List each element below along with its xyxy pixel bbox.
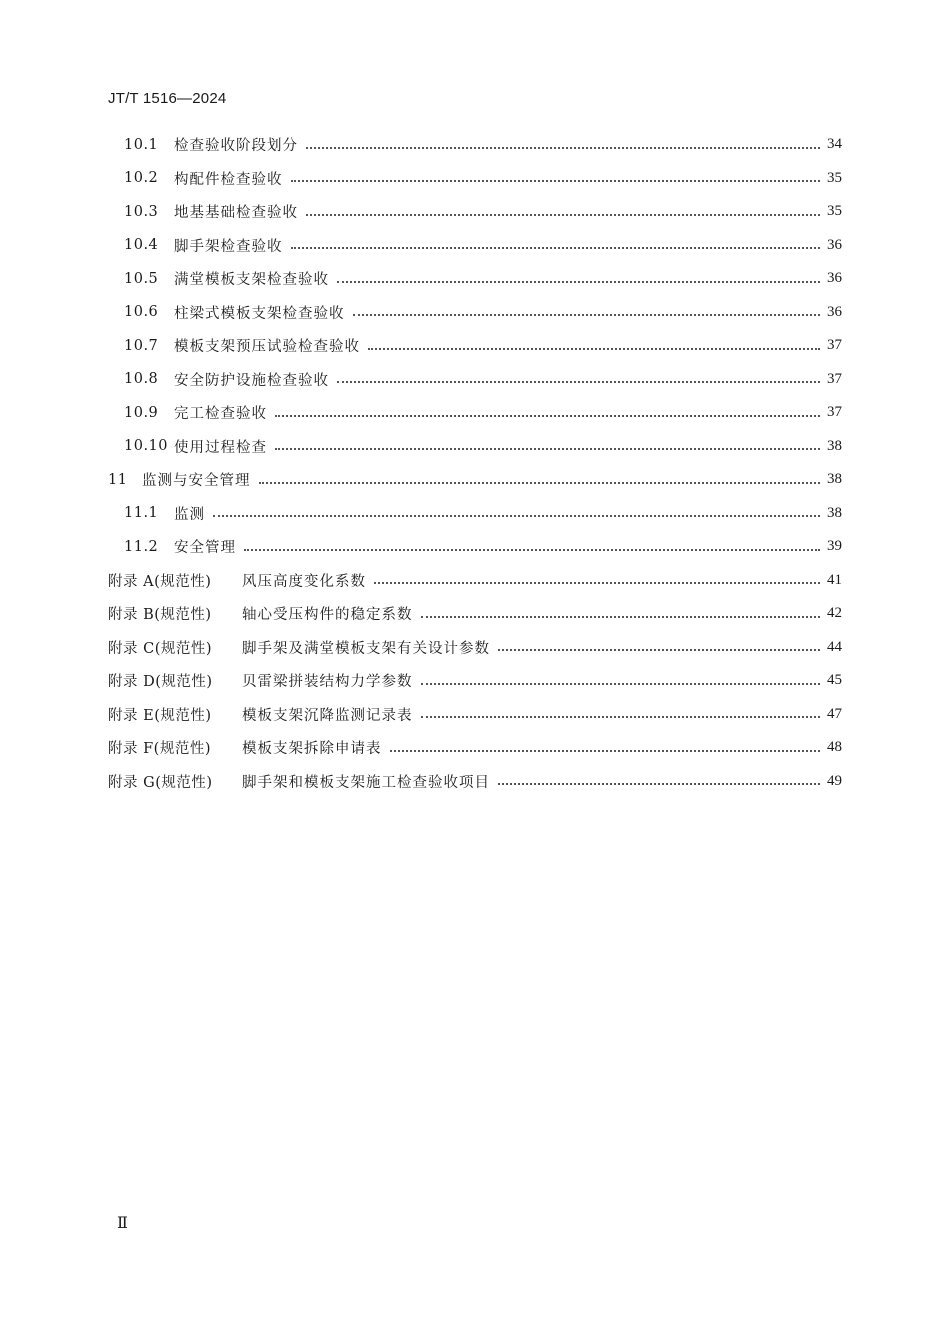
toc-entry-section[interactable]: [0, 329, 950, 363]
toc-entry-number: 10.1: [124, 136, 159, 153]
toc-entry-title: 模板支架沉降监测记录表: [242, 707, 413, 724]
dot-leader: [213, 515, 820, 517]
toc-entry-title: 检查验收阶段划分: [174, 138, 298, 155]
toc-entry-number: 附录 D(规范性): [108, 674, 213, 691]
toc-entry-number: 附录 G(规范性): [108, 774, 213, 791]
toc-entry-title: 构配件检查验收: [174, 171, 283, 188]
toc-entry-number: 10.8: [124, 371, 159, 388]
dot-leader: [275, 415, 820, 417]
toc-entry-appendix[interactable]: [0, 631, 950, 665]
toc-entry-page: 47: [827, 705, 842, 722]
toc-entry-section[interactable]: [0, 396, 950, 430]
toc-entry-number: 10.5: [124, 270, 159, 287]
toc-entry-section[interactable]: [0, 229, 950, 263]
toc-entry-number: 11: [108, 471, 128, 488]
toc-entry-title: 地基基础检查验收: [174, 205, 298, 222]
toc-entry-page: 37: [827, 370, 842, 387]
dot-leader: [275, 448, 820, 450]
toc-entry-title: 安全防护设施检查验收: [174, 372, 329, 389]
toc-entry-page: 36: [827, 303, 842, 320]
toc-entry-title: 脚手架和模板支架施工检查验收项目: [242, 774, 490, 791]
toc-entry-appendix[interactable]: [0, 731, 950, 765]
toc-entry-page: 38: [827, 504, 842, 521]
toc-entry-page: 35: [827, 169, 842, 186]
toc-entry-section[interactable]: [0, 363, 950, 397]
toc-entry-section[interactable]: [0, 128, 950, 162]
toc-entry-number: 11.1: [124, 505, 159, 522]
toc-entry-title: 满堂模板支架检查验收: [174, 272, 329, 289]
toc-entry-page: 39: [827, 538, 842, 555]
table-of-contents: [0, 128, 950, 798]
dot-leader: [291, 247, 821, 249]
toc-entry-number: 11.2: [124, 538, 159, 555]
toc-entry-title: 完工检查验收: [174, 406, 267, 423]
toc-entry-page: 45: [827, 672, 842, 689]
toc-entry-page: 37: [827, 404, 842, 421]
toc-entry-section[interactable]: [0, 195, 950, 229]
dot-leader: [337, 381, 820, 383]
toc-entry-page: 38: [827, 437, 842, 454]
page-number: Ⅱ: [117, 1215, 128, 1232]
toc-entry-section[interactable]: [0, 530, 950, 564]
toc-entry-title: 监测与安全管理: [142, 473, 251, 490]
dot-leader: [337, 281, 820, 283]
toc-entry-appendix[interactable]: [0, 597, 950, 631]
dot-leader: [390, 750, 821, 752]
toc-entry-title: 模板支架预压试验检查验收: [174, 339, 360, 356]
toc-entry-number: 附录 F(规范性): [108, 741, 211, 758]
toc-entry-title: 脚手架检查验收: [174, 238, 283, 255]
dot-leader: [498, 649, 820, 651]
dot-leader: [244, 549, 820, 551]
toc-entry-number: 10.9: [124, 404, 159, 421]
toc-entry-section[interactable]: [0, 296, 950, 330]
toc-entry-page: 38: [827, 471, 842, 488]
toc-entry-appendix[interactable]: [0, 564, 950, 598]
toc-entry-number: 10.10: [124, 438, 169, 455]
toc-entry-number: 附录 C(规范性): [108, 640, 213, 657]
dot-leader: [421, 716, 821, 718]
dot-leader: [368, 348, 820, 350]
toc-entry-title: 贝雷梁拼装结构力学参数: [242, 674, 413, 691]
dot-leader: [498, 783, 820, 785]
toc-entry-title: 监测: [174, 506, 205, 523]
toc-entry-number: 10.7: [124, 337, 159, 354]
toc-entry-title: 安全管理: [174, 540, 236, 557]
toc-entry-page: 36: [827, 270, 842, 287]
toc-entry-page: 42: [827, 605, 842, 622]
toc-entry-page: 34: [827, 136, 842, 153]
toc-entry-section[interactable]: [0, 162, 950, 196]
toc-entry-page: 41: [827, 571, 842, 588]
toc-entry-number: 10.2: [124, 170, 159, 187]
toc-entry-page: 36: [827, 236, 842, 253]
dot-leader: [421, 683, 821, 685]
toc-entry-number: 附录 E(规范性): [108, 707, 212, 724]
toc-entry-appendix[interactable]: [0, 664, 950, 698]
toc-entry-number: 10.3: [124, 203, 159, 220]
dot-leader: [259, 482, 821, 484]
toc-entry-appendix[interactable]: [0, 698, 950, 732]
dot-leader: [421, 616, 821, 618]
toc-entry-page: 37: [827, 337, 842, 354]
toc-entry-title: 柱梁式模板支架检查验收: [174, 305, 345, 322]
dot-leader: [374, 582, 820, 584]
toc-entry-title: 模板支架拆除申请表: [242, 741, 382, 758]
toc-entry-section[interactable]: [0, 497, 950, 531]
toc-entry-chapter[interactable]: [0, 463, 950, 497]
toc-entry-page: 49: [827, 772, 842, 789]
toc-entry-number: 10.6: [124, 304, 159, 321]
dot-leader: [353, 314, 821, 316]
toc-entry-page: 35: [827, 203, 842, 220]
toc-entry-title: 脚手架及满堂模板支架有关设计参数: [242, 640, 490, 657]
toc-entry-section[interactable]: [0, 430, 950, 464]
toc-entry-page: 48: [827, 739, 842, 756]
toc-entry-number: 附录 B(规范性): [108, 607, 212, 624]
toc-entry-number: 附录 A(规范性): [108, 573, 212, 590]
document-code-header: JT/T 1516—2024: [108, 90, 227, 107]
dot-leader: [306, 147, 820, 149]
toc-entry-page: 44: [827, 638, 842, 655]
toc-entry-title: 风压高度变化系数: [242, 573, 366, 590]
toc-entry-title: 轴心受压构件的稳定系数: [242, 607, 413, 624]
dot-leader: [291, 180, 821, 182]
dot-leader: [306, 214, 820, 216]
toc-entry-title: 使用过程检查: [174, 439, 267, 456]
toc-entry-section[interactable]: [0, 262, 950, 296]
toc-entry-number: 10.4: [124, 237, 159, 254]
toc-entry-appendix[interactable]: [0, 765, 950, 799]
